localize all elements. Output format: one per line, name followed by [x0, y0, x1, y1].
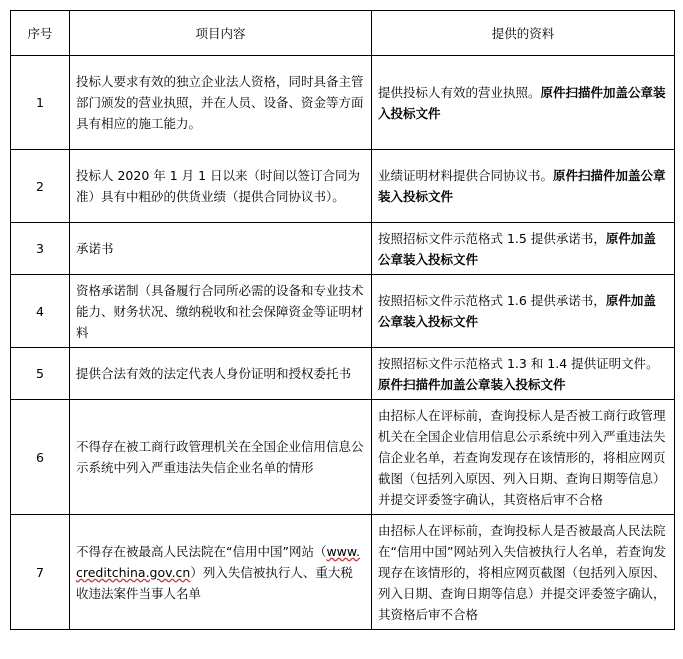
header-no: 序号	[11, 11, 70, 56]
docs-text: 按照招标文件示范格式 1.5 提供承诺书，	[378, 230, 606, 246]
table-row	[11, 348, 675, 400]
row-docs	[372, 56, 675, 150]
creditchina-link[interactable]: www.creditchina.gov.cn	[76, 543, 360, 580]
docs-emphasis: 原件扫描件加盖公章装入投标文件	[378, 376, 566, 392]
item-text-after: ）列入失信被执行人、重大税收违法案件当事人名单	[76, 564, 353, 601]
docs-text: 按照招标文件示范格式 1.6 提供承诺书，	[378, 293, 606, 308]
docs-emphasis: 原件加盖公章装入投标文件	[378, 230, 656, 267]
row-item: 提供合法有效的法定代表人身份证明和授权委托书	[70, 348, 372, 400]
requirements-table	[10, 10, 675, 630]
docs-text: 业绩证明材料提供合同协议书。	[378, 168, 554, 183]
table-row	[11, 515, 675, 630]
docs-emphasis: 原件扫描件加盖公章装入投标文件	[378, 168, 666, 204]
docs-emphasis: 原件扫描件加盖公章装入投标文件	[378, 84, 666, 121]
row-docs	[372, 400, 675, 515]
row-item	[70, 515, 372, 630]
row-docs	[372, 515, 675, 630]
docs-text: 提供投标人有效的营业执照。	[378, 84, 541, 100]
docs-text: 由招标人在评标前，查询投标人是否被最高人民法院在“信用中国”网站列入失信被执行人名单，若查询发现存在该情形的，将相应网页截图（包括列入原因、列入日期、查询日期等信息）并提交评委签字确认，其资格后审不合格	[378, 522, 666, 622]
row-number: 4	[11, 275, 70, 348]
table-row	[11, 275, 675, 348]
docs-emphasis: 原件加盖公章装入投标文件	[378, 293, 656, 329]
row-item: 投标人要求有效的独立企业法人资格，同时具备主管部门颁发的营业执照，并在人员、设备、资金等方面具有相应的施工能力。	[70, 56, 372, 150]
row-item: 资格承诺制（具备履行合同所必需的设备和专业技术能力、财务状况、缴纳税收和社会保障资金等证明材料	[70, 275, 372, 348]
table-row	[11, 56, 675, 150]
table-row	[11, 400, 675, 515]
header-docs: 提供的资料	[372, 11, 675, 56]
row-number: 5	[11, 348, 70, 400]
row-number: 2	[11, 150, 70, 223]
row-item: 不得存在被工商行政管理机关在全国企业信用信息公示系统中列入严重违法失信企业名单的情形	[70, 400, 372, 515]
row-docs	[372, 348, 675, 400]
table-row	[11, 150, 675, 223]
row-number: 7	[11, 515, 70, 630]
row-docs	[372, 150, 675, 223]
table-row	[11, 223, 675, 275]
docs-text: 由招标人在评标前，查询投标人是否被工商行政管理机关在全国企业信用信息公示系统中列入严重违法失信企业名单，若查询发现存在该情形的，将相应网页截图（包括列入原因、列入日期、查询日期等信息）并提交评委签字确认，其资格后审不合格	[378, 407, 666, 507]
header-item: 项目内容	[70, 11, 372, 56]
row-docs	[372, 275, 675, 348]
row-number: 1	[11, 56, 70, 150]
row-number: 3	[11, 223, 70, 275]
row-docs	[372, 223, 675, 275]
row-item: 承诺书	[70, 223, 372, 275]
row-item: 投标人 2020 年 1 月 1 日以来（时间以签订合同为准）具有中粗砂的供货业绩（提供合同协议书）。	[70, 150, 372, 223]
row-number: 6	[11, 400, 70, 515]
docs-text: 按照招标文件示范格式 1.3 和 1.4 提供证明文件。	[378, 355, 659, 371]
table-header-row	[11, 11, 675, 56]
item-text-before: 不得存在被最高人民法院在“信用中国”网站（	[76, 543, 327, 559]
